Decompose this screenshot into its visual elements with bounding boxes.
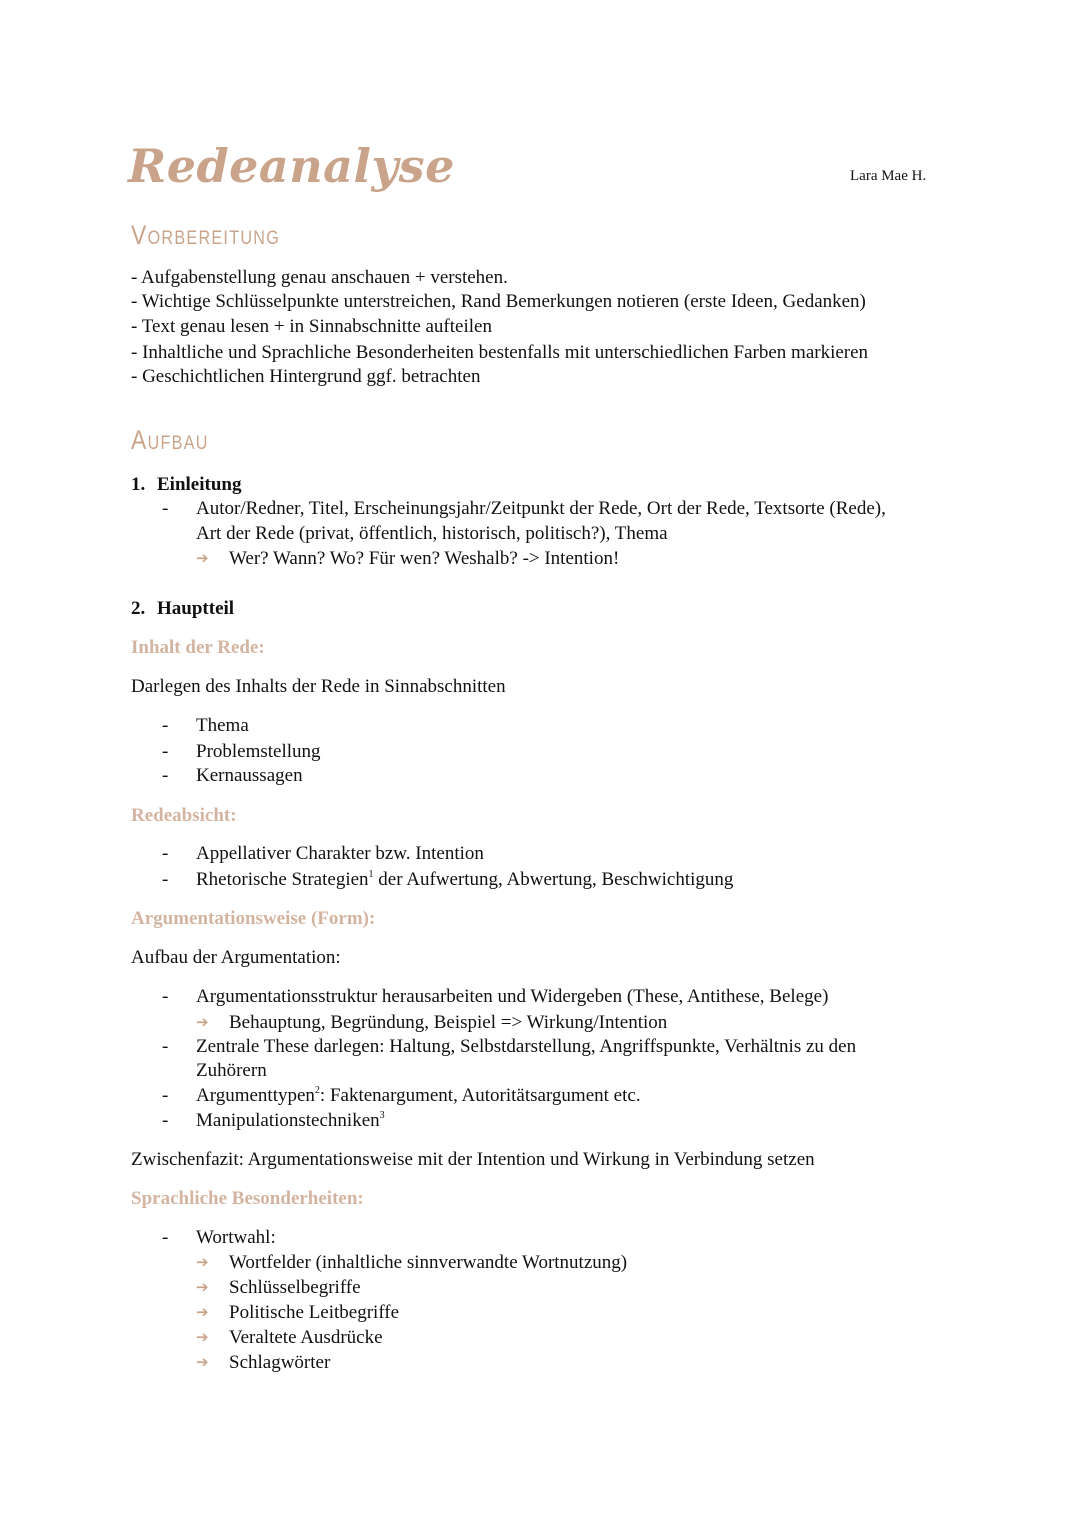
- arrow-item: Wortfelder (inhaltliche sinnverwandte Wortnutzung): [229, 1252, 628, 1273]
- footnote-marker: 3: [379, 1110, 385, 1121]
- einleitung-line: Autor/Redner, Titel, Erscheinungsjahr/Zeitpunkt der Rede, Ort der Rede, Textsorte (Rede),: [196, 498, 886, 519]
- list-item: [196, 868, 733, 892]
- section-number: 1.: [131, 474, 146, 495]
- vorbereitung-item: - Aufgabenstellung genau anschauen + verstehen.: [131, 267, 508, 288]
- arrow-icon: ➔: [196, 1255, 209, 1271]
- arrow-icon: ➔: [196, 1330, 209, 1346]
- list-item-continuation: Zuhörern: [196, 1060, 267, 1081]
- dash-bullet: -: [162, 715, 169, 736]
- list-item-text: Argumenttypen: [196, 1085, 315, 1106]
- arrow-icon: ➔: [196, 1355, 209, 1371]
- arrow-item: Veraltete Ausdrücke: [229, 1327, 383, 1348]
- list-item: Thema: [196, 715, 249, 736]
- list-item: Zentrale These darlegen: Haltung, Selbstdarstellung, Angriffspunkte, Verhältnis zu den: [196, 1036, 857, 1057]
- einleitung-line: Art der Rede (privat, öffentlich, historisch, politisch?), Thema: [196, 523, 668, 544]
- vorbereitung-item: - Wichtige Schlüsselpunkte unterstreichen, Rand Bemerkungen notieren (erste Ideen, Gedanken): [131, 291, 866, 312]
- subheading-sprache: Sprachliche Besonderheiten:: [131, 1188, 364, 1209]
- arrow-icon: ➔: [196, 1015, 209, 1031]
- dash-bullet: -: [162, 1110, 169, 1131]
- subheading-inhalt: Inhalt der Rede:: [131, 637, 265, 658]
- einleitung-arrow-text: Wer? Wann? Wo? Für wen? Weshalb? -> Intention!: [229, 548, 620, 569]
- page-title: Redeanalyse: [128, 139, 455, 193]
- heading-vorbereitung: Vorbereitung: [131, 220, 281, 250]
- author-name: Lara Mae H.: [850, 168, 927, 184]
- argumentation-intro: Aufbau der Argumentation:: [131, 947, 341, 968]
- vorbereitung-item: - Geschichtlichen Hintergrund ggf. betrachten: [131, 366, 481, 387]
- list-item: Argumentationsstruktur herausarbeiten und Widergeben (These, Antithese, Belege): [196, 986, 829, 1007]
- arrow-item: Behauptung, Begründung, Beispiel => Wirkung/Intention: [229, 1012, 668, 1033]
- dash-bullet: -: [162, 869, 169, 890]
- dash-bullet: -: [162, 765, 169, 786]
- dash-bullet: -: [162, 498, 169, 519]
- dash-bullet: -: [162, 1227, 169, 1248]
- section-title: Einleitung: [157, 474, 242, 495]
- dash-bullet: -: [162, 843, 169, 864]
- list-item: Kernaussagen: [196, 765, 303, 786]
- list-item-text: : Faktenargument, Autoritätsargument etc.: [319, 1085, 641, 1106]
- dash-bullet: -: [162, 986, 169, 1007]
- vorbereitung-item: - Inhaltliche und Sprachliche Besonderheiten bestenfalls mit unterschiedlichen Farben markieren: [131, 342, 869, 363]
- arrow-item: Politische Leitbegriffe: [229, 1302, 400, 1323]
- dash-bullet: -: [162, 741, 169, 762]
- list-item-text: Manipulationstechniken: [196, 1110, 380, 1131]
- list-item: Wortwahl:: [196, 1227, 276, 1248]
- list-item-text: der Aufwertung, Abwertung, Beschwichtigung: [373, 869, 734, 890]
- vorbereitung-item: - Text genau lesen + in Sinnabschnitte aufteilen: [131, 316, 492, 337]
- footnote-marker: 2: [314, 1085, 320, 1096]
- section-hauptteil: [131, 597, 234, 621]
- list-item-text: Rhetorische Strategien: [196, 869, 369, 890]
- list-item: Appellativer Charakter bzw. Intention: [196, 843, 484, 864]
- section-number: 2.: [131, 598, 146, 619]
- arrow-item: Schlüsselbegriffe: [229, 1277, 361, 1298]
- section-title: Hauptteil: [157, 598, 235, 619]
- section-einleitung: [131, 473, 241, 497]
- arrow-item: Schlagwörter: [229, 1352, 331, 1373]
- list-item: [196, 1084, 641, 1108]
- subheading-argumentation: Argumentationsweise (Form):: [131, 908, 376, 929]
- arrow-icon: ➔: [196, 551, 209, 567]
- list-item: Problemstellung: [196, 741, 321, 762]
- inhalt-intro: Darlegen des Inhalts der Rede in Sinnabschnitten: [131, 676, 506, 697]
- list-item: [196, 1109, 385, 1133]
- heading-aufbau: Aufbau: [131, 425, 209, 455]
- subheading-redeabsicht: Redeabsicht:: [131, 805, 237, 826]
- zwischenfazit: Zwischenfazit: Argumentationsweise mit der Intention und Wirkung in Verbindung setzen: [131, 1149, 815, 1170]
- arrow-icon: ➔: [196, 1305, 209, 1321]
- dash-bullet: -: [162, 1085, 169, 1106]
- dash-bullet: -: [162, 1036, 169, 1057]
- footnote-marker: 1: [368, 869, 374, 880]
- arrow-icon: ➔: [196, 1280, 209, 1296]
